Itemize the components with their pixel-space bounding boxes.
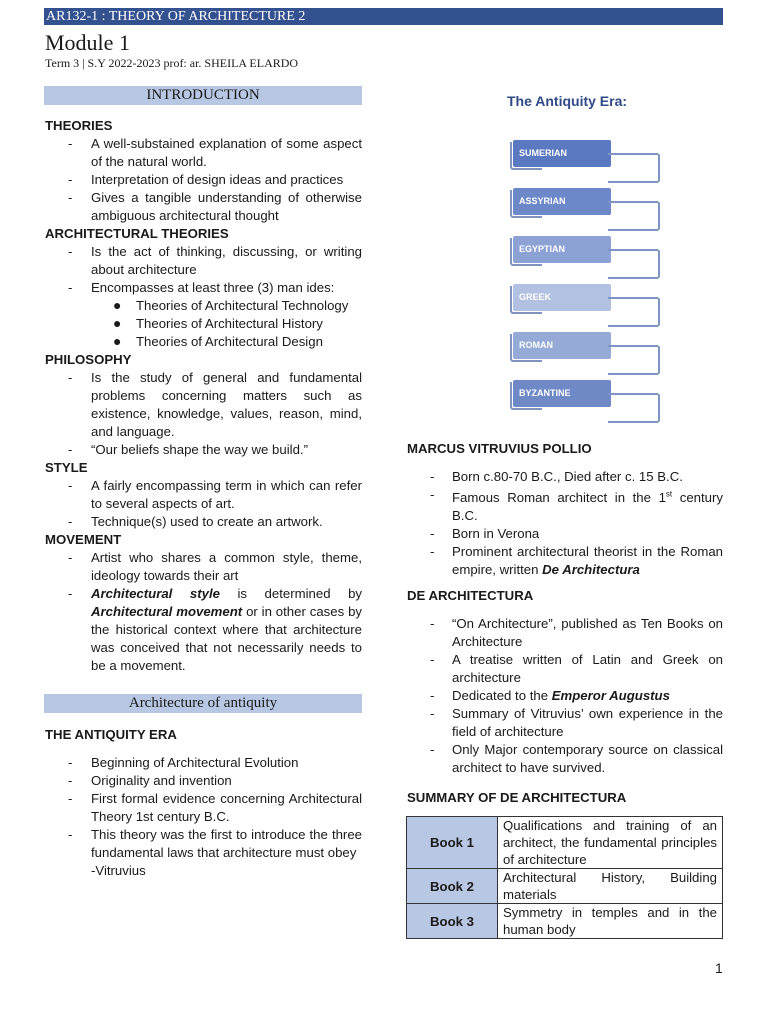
course-title: AR132-1 : THEORY OF ARCHITECTURE 2 — [46, 9, 306, 24]
list-item: - Beginning of Architectural Evolution — [68, 755, 299, 770]
list-item: - Famous Roman architect in the 1st century B.C. — [430, 487, 723, 524]
era-connector — [608, 249, 660, 279]
era-connector — [608, 201, 660, 231]
era-box: ROMAN — [513, 332, 611, 359]
bullet-item: ● Theories of Architectural History — [113, 315, 323, 331]
book-cell: Book 1 — [407, 817, 498, 869]
era-box: ASSYRIAN — [513, 188, 611, 215]
bullet-item: ● Theories of Architectural Technology — [113, 297, 349, 313]
era-connector — [510, 190, 542, 218]
era-box: BYZANTINE — [513, 380, 611, 407]
era-connector — [510, 142, 542, 170]
era-connector — [510, 286, 542, 314]
course-header-bar — [44, 8, 723, 25]
list-item: - A fairly encompassing term in which can refer to several aspects of art. — [68, 478, 362, 511]
era-box: SUMERIAN — [513, 140, 611, 167]
list-item: - First formal evidence concerning Architectural Theory 1st century B.C. — [68, 791, 362, 824]
list-item: - Encompasses at least three (3) man ides: — [68, 280, 335, 295]
style-heading: STYLE — [45, 460, 88, 475]
list-item: - Artist who shares a common style, theme, ideology towards their art — [68, 550, 362, 583]
introduction-bar: INTRODUCTION — [44, 86, 362, 105]
era-connector — [608, 345, 660, 375]
era-connector — [608, 393, 660, 423]
list-item: - Interpretation of design ideas and practices — [68, 172, 344, 187]
antiquity-heading: THE ANTIQUITY ERA — [45, 727, 177, 742]
era-connector — [608, 297, 660, 327]
table-row — [407, 817, 723, 869]
right-column — [407, 440, 723, 807]
list-item: - This theory was the first to introduce the three fundamental laws that architecture must obey — [68, 827, 362, 860]
description-cell: Qualifications and training of an architect, the fundamental principles of architecture — [498, 817, 723, 869]
list-item: - A treatise written of Latin and Greek on architecture — [430, 652, 723, 686]
antiquity-era-diagram — [490, 88, 680, 428]
list-item: - Architectural style is determined by Architectural movement or in other cases by the historical context where that architecture was conceived that not necessarily needs to be a movement. — [68, 586, 363, 673]
theories-heading: THEORIES — [45, 118, 113, 133]
table-row — [407, 904, 723, 939]
list-item: - Gives a tangible understanding of otherwise ambiguous architectural thought — [68, 190, 362, 223]
de-architectura-heading: DE ARCHITECTURA — [407, 588, 534, 604]
list-item: - Prominent architectural theorist in the Roman empire, written De Architectura — [430, 544, 723, 578]
diagram-title: The Antiquity Era: — [507, 93, 628, 109]
antiquity-section — [45, 726, 362, 880]
list-item: - Originality and invention — [68, 773, 232, 788]
list-item: - Born in Verona — [430, 526, 540, 542]
list-item: - Only Major contemporary source on classical architect to have survived. — [430, 742, 723, 776]
list-item: - A well-substained explanation of some aspect of the natural world. — [68, 136, 362, 169]
era-connector — [510, 238, 542, 266]
era-connector — [510, 382, 542, 410]
movement-heading: MOVEMENT — [45, 532, 122, 547]
era-connector — [510, 334, 542, 362]
list-item: - Summary of Vitruvius’ own experience in the field of architecture — [430, 706, 723, 740]
module-title: Module 1 — [45, 30, 130, 55]
era-connector — [608, 153, 660, 183]
vitruvius-heading: MARCUS VITRUVIUS POLLIO — [407, 441, 592, 456]
left-column — [45, 117, 362, 675]
list-item: - Born c.80-70 B.C., Died after c. 15 B.C. — [430, 469, 683, 484]
description-cell: Symmetry in temples and in the human body — [498, 904, 723, 939]
book-cell: Book 3 — [407, 904, 498, 939]
summary-table — [406, 816, 723, 939]
list-item: - “On Architecture”, published as Ten Books on Architecture — [430, 616, 723, 650]
list-item: - “Our beliefs shape the way we build.” — [68, 442, 308, 457]
table-row — [407, 869, 723, 904]
antiquity-bar: Architecture of antiquity — [44, 694, 362, 713]
list-item: - Is the act of thinking, discussing, or writing about architecture — [68, 244, 362, 277]
list-item: - Dedicated to the Emperor Augustus — [430, 688, 670, 704]
philosophy-heading: PHILOSOPHY — [45, 352, 132, 367]
bullet-item: ● Theories of Architectural Design — [113, 333, 323, 349]
era-box: GREEK — [513, 284, 611, 311]
summary-heading: SUMMARY OF DE ARCHITECTURA — [407, 790, 627, 806]
signature-text: -Vitruvius — [91, 863, 146, 878]
list-item: - Is the study of general and fundamental problems concerning matters such as existence, knowledge, values, reason, mind, and language. — [68, 370, 362, 439]
description-cell: Architectural History, Building materials — [498, 869, 723, 904]
book-cell: Book 2 — [407, 869, 498, 904]
era-box: EGYPTIAN — [513, 236, 611, 263]
term-info: Term 3 | S.Y 2022-2023 prof: ar. SHEILA ELARDO — [45, 56, 299, 70]
architectural-theories-heading: ARCHITECTURAL THEORIES — [45, 226, 229, 241]
list-item: - Technique(s) used to create an artwork. — [68, 514, 323, 529]
page-number: 1 — [715, 960, 723, 976]
